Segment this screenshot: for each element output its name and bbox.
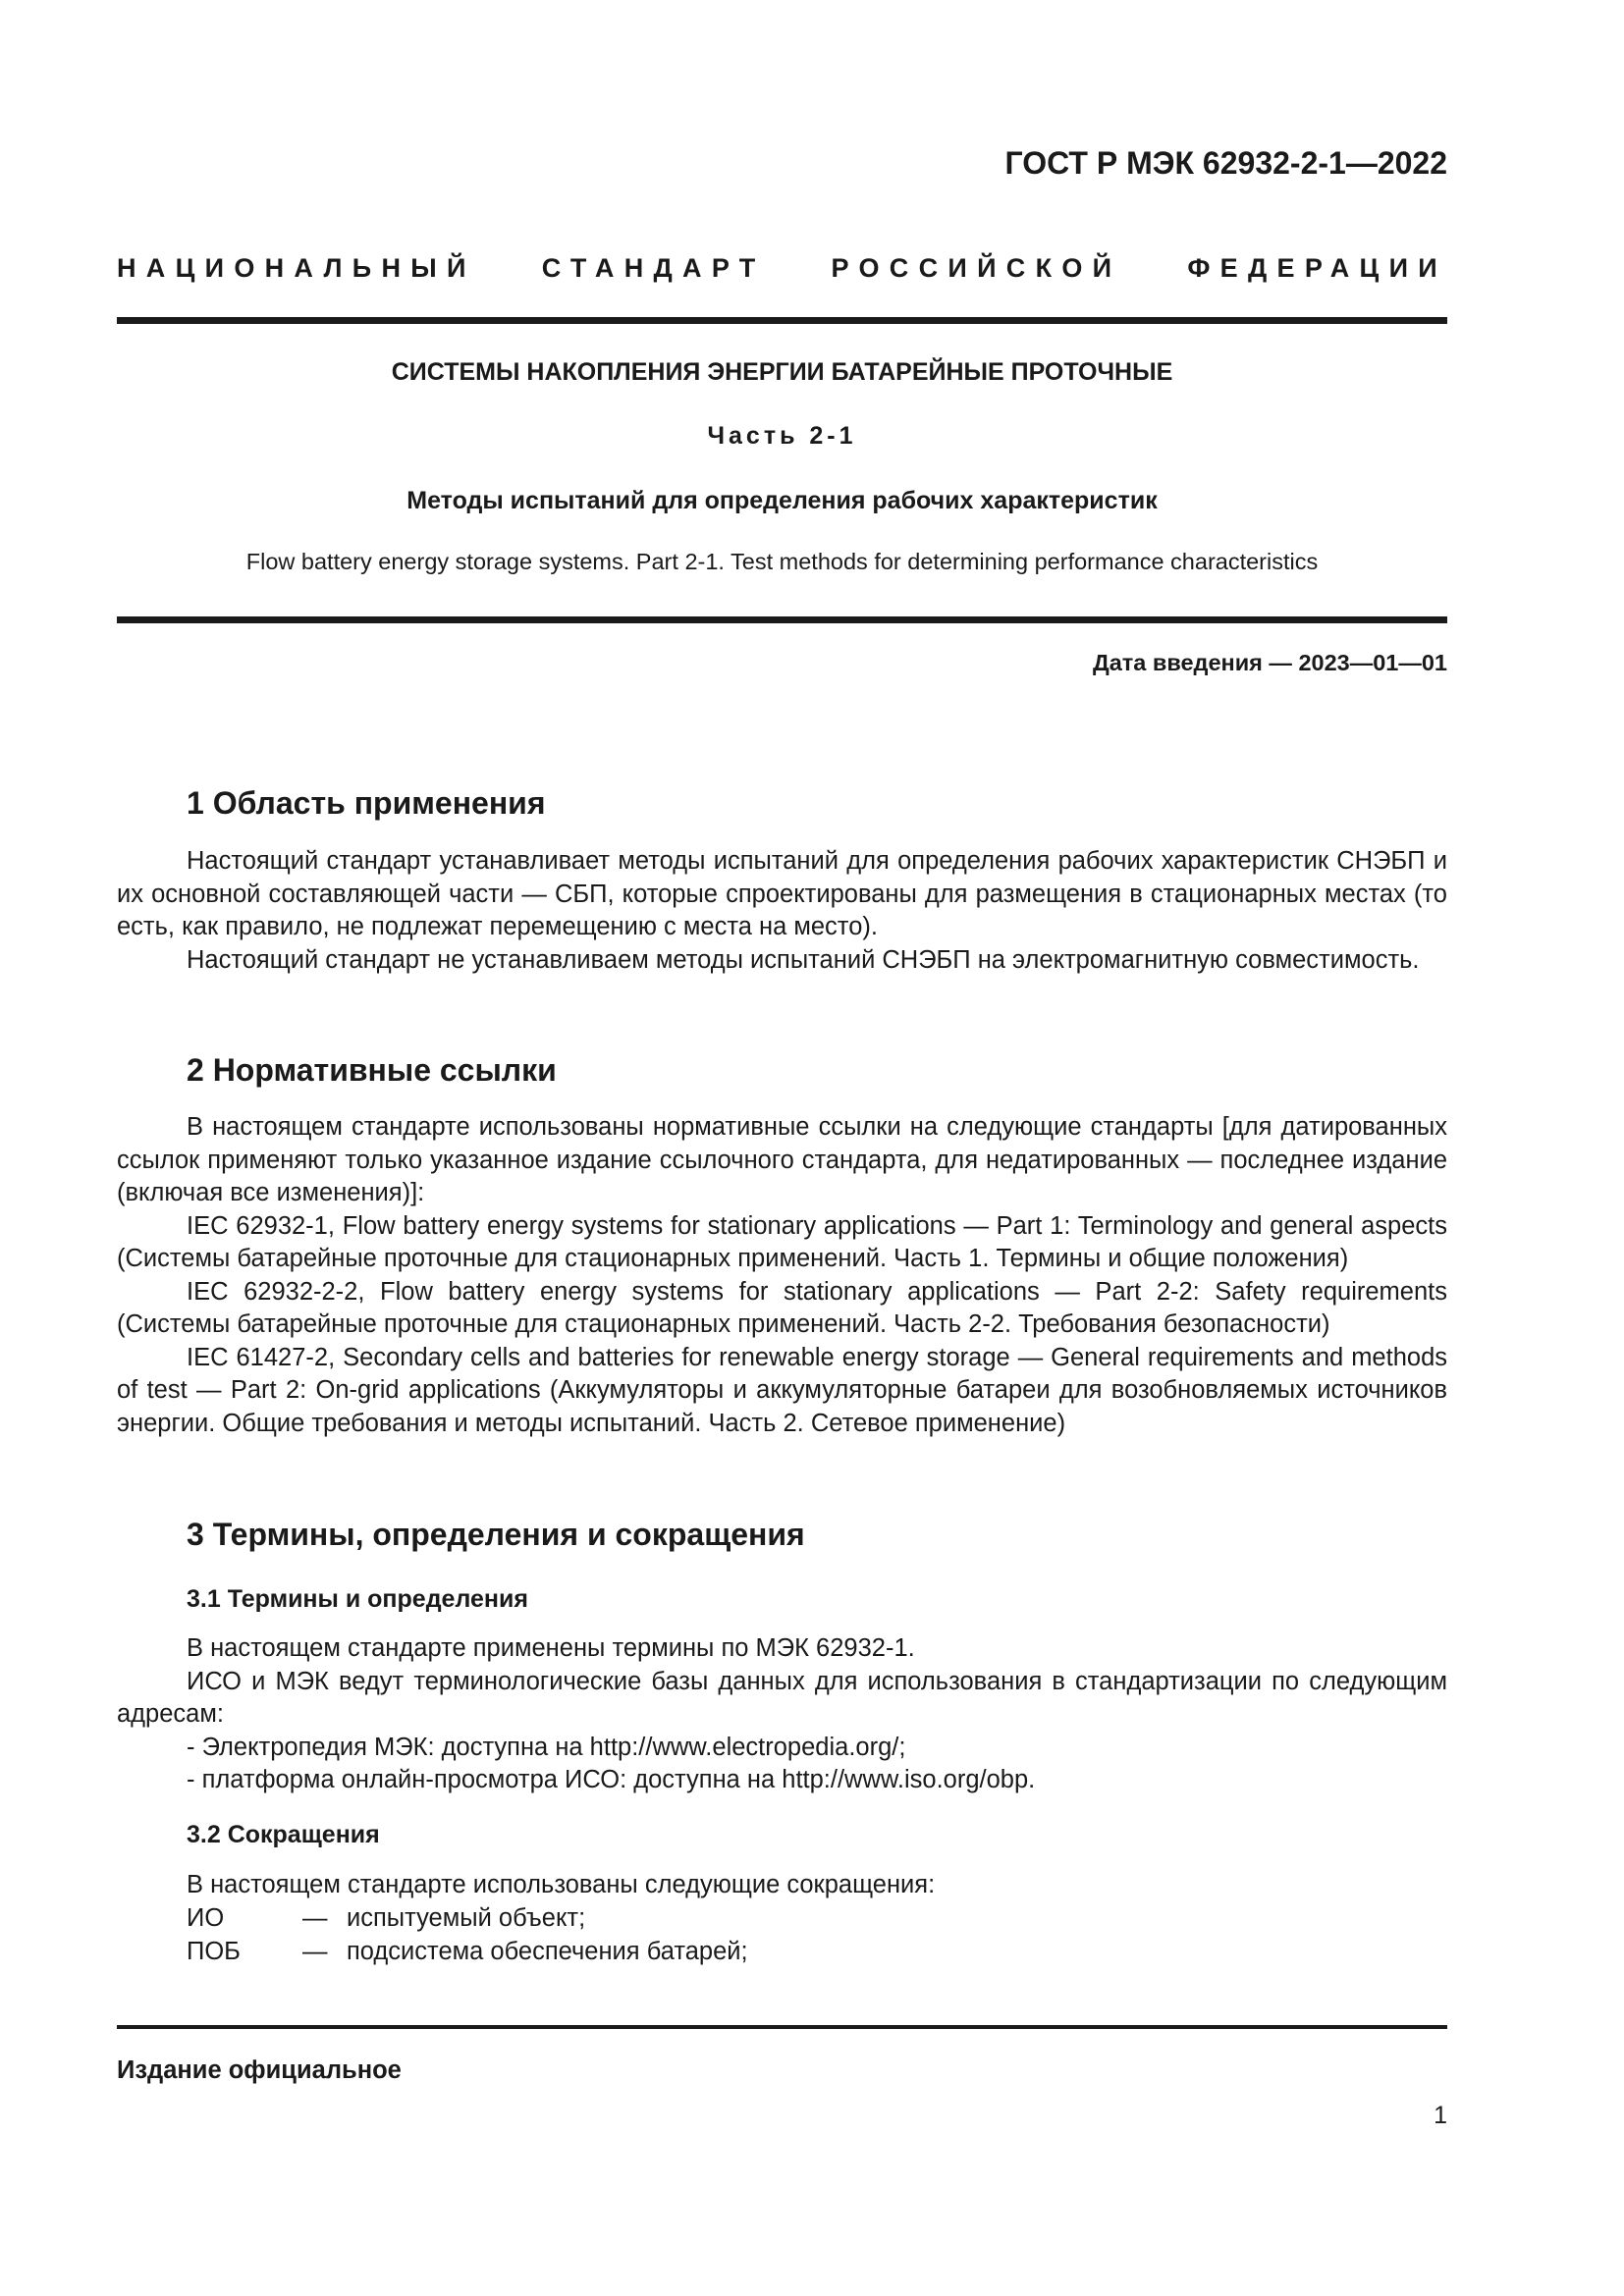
abbreviation-row: [187, 1902, 748, 1936]
standard-title: СИСТЕМЫ НАКОПЛЕНИЯ ЭНЕРГИИ БАТАРЕЙНЫЕ ПРОТОЧНЫЕ: [391, 358, 1173, 386]
official-edition-label: Издание официальное: [117, 2056, 402, 2084]
abbreviation-dash: —: [302, 1904, 328, 1932]
paragraph: Настоящий стандарт не устанавливаем методы испытаний СНЭБП на электромагнитную совместимость.: [187, 945, 1420, 974]
abbreviation-list: [187, 1902, 748, 1968]
section-3-2-intro: [117, 1869, 1447, 1902]
abbreviation-definition: испытуемый объект;: [347, 1904, 586, 1932]
section-2-heading: 2 Нормативные ссылки: [187, 1052, 557, 1088]
section-1-body: [117, 845, 1447, 977]
reference-item: IEC 62932-2-2, Flow battery energy systems for stationary applications — Part 2-2: Safety requirements (Системы батарейные проточные для стационарных применений. Часть 2-2. Требования безопасности): [117, 1277, 1447, 1338]
paragraph: В настоящем стандарте применены термины по МЭК 62932-1.: [187, 1634, 915, 1662]
section-2-body: [117, 1111, 1447, 1440]
abbreviation-term: ПОБ: [187, 1937, 241, 1965]
section-3-1-heading: 3.1 Термины и определения: [187, 1585, 528, 1613]
abbreviation-term: ИО: [187, 1904, 225, 1932]
english-title: Flow battery energy storage systems. Part 2-1. Test methods for determining performance characteristics: [245, 549, 1319, 574]
section-3-1-body: [117, 1632, 1447, 1797]
reference-item: IEC 62932-1, Flow battery energy systems for stationary applications — Part 1: Terminology and general aspects (Системы батарейные проточные для стационарных применений. Часть 1. Термины и общие положения): [117, 1211, 1447, 1272]
section-3-heading: 3 Термины, определения и сокращения: [187, 1517, 805, 1552]
section-3-2-heading: 3.2 Сокращения: [187, 1821, 380, 1848]
abbreviation-dash: —: [302, 1937, 328, 1965]
paragraph: В настоящем стандарте использованы нормативные ссылки на следующие стандарты [для датированных ссылок применяют только указанное издание ссылочного стандарта, для недатированных — последнее издание (включая все изменения)]:: [117, 1113, 1447, 1206]
top-rule: [117, 317, 1447, 324]
standard-part: Часть 2-1: [707, 422, 857, 450]
abbreviation-definition: подсистема обеспечения батарей;: [347, 1937, 748, 1965]
list-item: - Электропедия МЭК: доступна на http://www.electropedia.org/;: [187, 1733, 906, 1761]
abbreviation-row: [187, 1936, 748, 1969]
title-bottom-rule: [117, 616, 1447, 623]
paragraph: Настоящий стандарт устанавливает методы испытаний для определения рабочих характеристик СНЭБП и их основной составляющей части — СБП, которые спроектированы для размещения в стационарных местах (то есть, как правило, не подлежат перемещению с места на место).: [117, 847, 1447, 940]
list-item: - платформа онлайн-просмотра ИСО: доступна на http://www.iso.org/obp.: [187, 1766, 1036, 1793]
paragraph: ИСО и МЭК ведут терминологические базы данных для использования в стандартизации по следующим адресам:: [117, 1667, 1447, 1728]
document-code: ГОСТ Р МЭК 62932-2-1—2022: [1004, 145, 1447, 181]
introduction-date: Дата введения — 2023—01—01: [1092, 650, 1447, 675]
paragraph: В настоящем стандарте использованы следующие сокращения:: [187, 1871, 936, 1898]
standard-subtitle: Методы испытаний для определения рабочих характеристик: [406, 487, 1158, 514]
national-standard-banner: НАЦИОНАЛЬНЫЙ СТАНДАРТ РОССИЙСКОЙ ФЕДЕРАЦИИ: [117, 253, 1447, 283]
footer-rule: [117, 2025, 1447, 2029]
section-1-heading: 1 Область применения: [187, 785, 546, 821]
reference-item: IEC 61427-2, Secondary cells and batteries for renewable energy storage — General requirements and methods of test — Part 2: On-grid applications (Аккумуляторы и аккумуляторные батареи для возобновляемых источников энергии. Общие требования и методы испытаний. Часть 2. Сетевое применение): [117, 1343, 1447, 1437]
page-number: 1: [1434, 2102, 1447, 2129]
